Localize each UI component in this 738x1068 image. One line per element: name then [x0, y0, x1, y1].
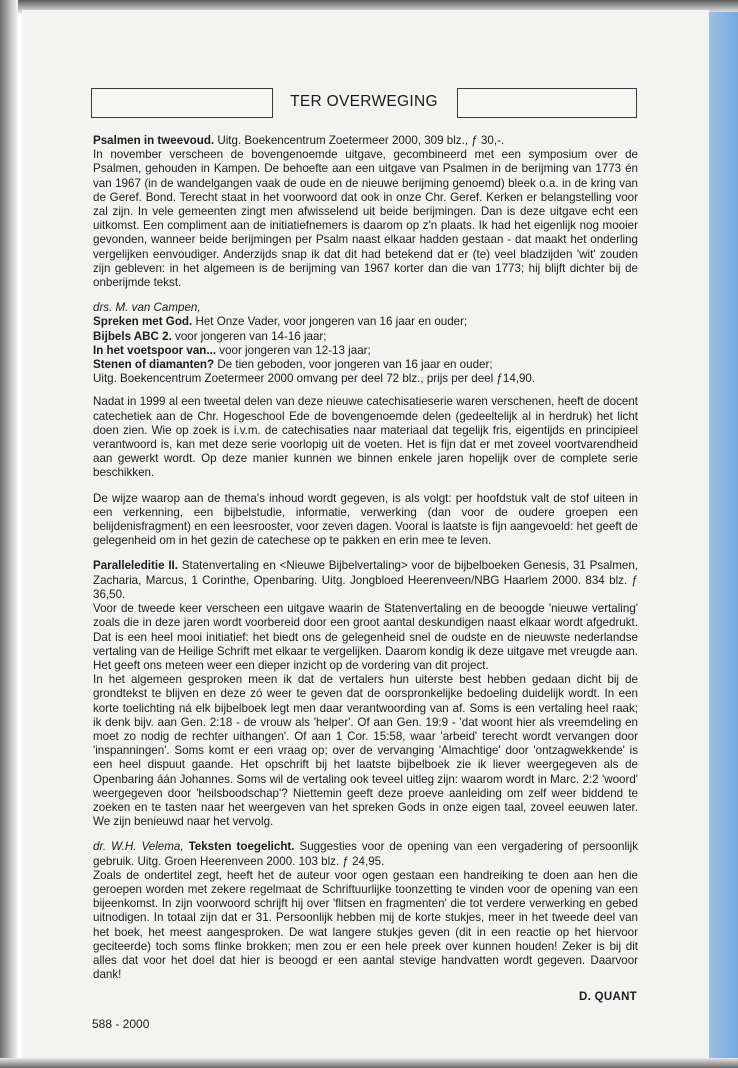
blue-binding-strip: [709, 12, 738, 1058]
section-title: TER OVERWEGING: [290, 93, 438, 110]
review-paragraph: De wijze waarop aan de thema's inhoud wordt gegeven, is als volgt: per hoofdstuk valt de stof uiteen in een verkenning, een bijbelstudie, informatie, verwerking (dan voor de oudere groepen een belijdenisfragment) en een leesrooster, voor zeven dagen. Vooral is laatste is fijn aangevoeld: het geeft de gelegenheid om in het gezin de catechese op te pakken en erin mee te leven.: [93, 491, 638, 548]
review-title: Teksten toegelicht.: [188, 840, 295, 854]
review-psalmen: [93, 134, 638, 290]
book-item: Spreken met God. Het Onze Vader, voor jongeren van 16 jaar en ouder;: [93, 315, 468, 329]
review-paragraph: Voor de tweede keer verscheen een uitgave waarin de Statenvertaling en de beoogde 'nieuwe vertaling' zoals die in deze jaren wordt voorbereid door een groot aantal deskundigen naast elkaar wordt afgedrukt. Dat is een heel mooi initiatief: het biedt ons de gelegenheid snel de oudste en de nieuwste nederlandse vertaling van de Heilige Schrift met elkaar te vergelijken. Daarom kondig ik deze uitgave met vreugde aan. Het geeft ons meteen weer een dieper inzicht op de vordering van dit project.: [93, 602, 638, 672]
review-paragraph: Nadat in 1999 al een tweetal delen van deze nieuwe catechisatieserie waren verschenen, heeft de docent catechetiek aan de Chr. Hogeschool Ede de bovengenoemde delen (gedeeltelijk al in herdruk) het licht doen zien. Wie op zoek is i.v.m. de catechisaties naar materiaal dat tegelijk fris, eigentijds en principieel verantwoord is, kan met deze serie voorlopig uit de voeten. Het is fijn dat er met zoveel voortvarendheid aan gewerkt wordt. Op deze manier kunnen we binnen enkele jaren hopelijk over de complete serie beschikken.: [93, 395, 638, 480]
author-signature: D. QUANT: [579, 991, 637, 1003]
review-details: Statenvertaling en <Nieuwe Bijbelvertaling> voor de bijbelboeken Genesis, 31 Psalmen, Zacharia, Marcus, 1 Corinthe, Openbaring. Uitg. Jongbloed Heerenveen/NBG Haarlem 2000. 834 blz. ƒ 36,50.: [93, 559, 638, 601]
review-body: In november verscheen de bovengenoemde uitgave, gecombineerd met een symposium over de Psalmen, gehouden in Kampen. De behoefte aan een uitgave van Psalmen in de berijming van 1773 én van 1967 (in de wandelgangen vaak de oude en de nieuwe berijming genoemd) bleek o.a. in de kring van de Geref. Bond. Terecht staat in het voorwoord dat ook in onze Chr. Geref. Kerken er belangstelling voor zal zijn. In vele gemeenten zingt men afwisselend uit beide berijmingen. Dan is deze uitgave echt een uitkomst. Een compliment aan de initiatiefnemers is daarom op z'n plaats. Ik had het eigenlijk nog mooier gevonden, wanneer beide berijmingen per Psalm naast elkaar hadden gestaan - dat maakt het onderling vergelijken eenvoudiger. Anderzijds snap ik dat dit had betekend dat er (te) veel bladzijden 'wit' zouden zijn gebleven: in het algemeen is de berijming van 1967 korter dan die van 1773; hij blijft dichter bij de onberijmde tekst.: [93, 148, 638, 290]
review-author: drs. M. van Campen,: [93, 301, 201, 315]
review-details: Suggesties voor de opening van een vergadering of persoonlijk gebruik. Uitg. Groen Heerenveen 2000. 103 blz. ƒ 24,95.: [93, 840, 638, 868]
page-number: 588 - 2000: [92, 1017, 150, 1031]
book-item: Stenen of diamanten? De tien geboden, voor jongeren van 16 jaar en ouder;: [93, 358, 493, 372]
review-paragraph: Zoals de ondertitel zegt, heeft het de auteur voor ogen gestaan een handreiking te doen aan hen die geroepen worden met zekere regelmaat de Schriftuurlijke toonzetting te vinden voor de opening van een bijeenkomst. In zijn voorwoord schrijft hij over 'flitsen en fragmenten' die tot verdere verwerking en gebed uitnodigen. In totaal zijn dat er 31. Persoonlijk hebben mij de korte stukjes, meer in het tweede deel van het boek, het meest aangesproken. De wat langere stukjes geven (dit in een reactie op het hiervoor geciteerde) toch soms flinke brokken; men zou er een hele preek over kunnen houden! Zeker is bij dit alles dat voor het doel dat hier is beoogd er een aantal stevige handvatten wordt gegeven. Daarvoor dank!: [93, 868, 638, 982]
review-title: Paralleleditie II.: [93, 559, 178, 573]
scan-edge-left: [0, 0, 18, 1068]
review-title: Psalmen in tweevoud.: [93, 134, 215, 147]
scan-edge-bottom: [0, 1058, 738, 1068]
review-paragraph: In het algemeen gesproken meen ik dat de vertalers hun uiterste best hebben gedaan dicht bij de grondtekst te blijven en deze zó weer te geven dat de oorspronkelijke bedoeling duidelijk wordt. In een korte toelichting ná elk bijbelboek legt men daar verantwoording van af. Soms is een vertaling heel raak; ik denk bijv. aan Gen. 2:18 - de vrouw als 'helper'. Of aan Gen. 19:9 - 'dat woont hier als vreemdeling en moet zo nodig de rechter uithangen'. Of aan 1 Cor. 15:58, waar 'arbeid' terecht wordt vervangen door 'inspanningen'. Soms komt er een vraag op; over de vervanging 'Almachtige' door 'ontzagwekkende' is een heel dispuut gaande. Het opschrift bij het laatste bijbelboek zie ik liever weergegeven als de Openbaring áán Johannes. Soms wil de vertaling ook teveel uitleg zijn: waarom wordt in Marc. 2:2 'woord' weergegeven door 'heilsboodschap'? Niettemin geeft deze proeve aanleiding om zelf weer biddend te zoeken en te tasten naar het weergeven van het spreken Gods in onze eigen taal, zoveel eeuwen later. We zijn benieuwd naar het vervolg.: [93, 673, 638, 829]
review-author: dr. W.H. Velema,: [93, 840, 184, 854]
section-header: [91, 88, 637, 118]
article-content: [93, 134, 638, 993]
review-details: Uitg. Boekencentrum Zoetermeer 2000 omvang per deel 72 blz., prijs per deel ƒ14,90.: [93, 372, 536, 386]
header-box-right: [457, 88, 637, 118]
book-item: Bijbels ABC 2. voor jongeren van 14-16 jaar;: [93, 329, 327, 343]
header-box-left: [91, 88, 273, 118]
review-teksten: [93, 840, 638, 868]
review-details: Uitg. Boekencentrum Zoetermeer 2000, 309 blz., ƒ 30,-.: [217, 134, 505, 147]
book-item: In het voetspoor van... voor jongeren van 12-13 jaar;: [93, 343, 371, 357]
review-catechese-header: [93, 301, 638, 386]
review-paralleleditie: [93, 559, 638, 602]
